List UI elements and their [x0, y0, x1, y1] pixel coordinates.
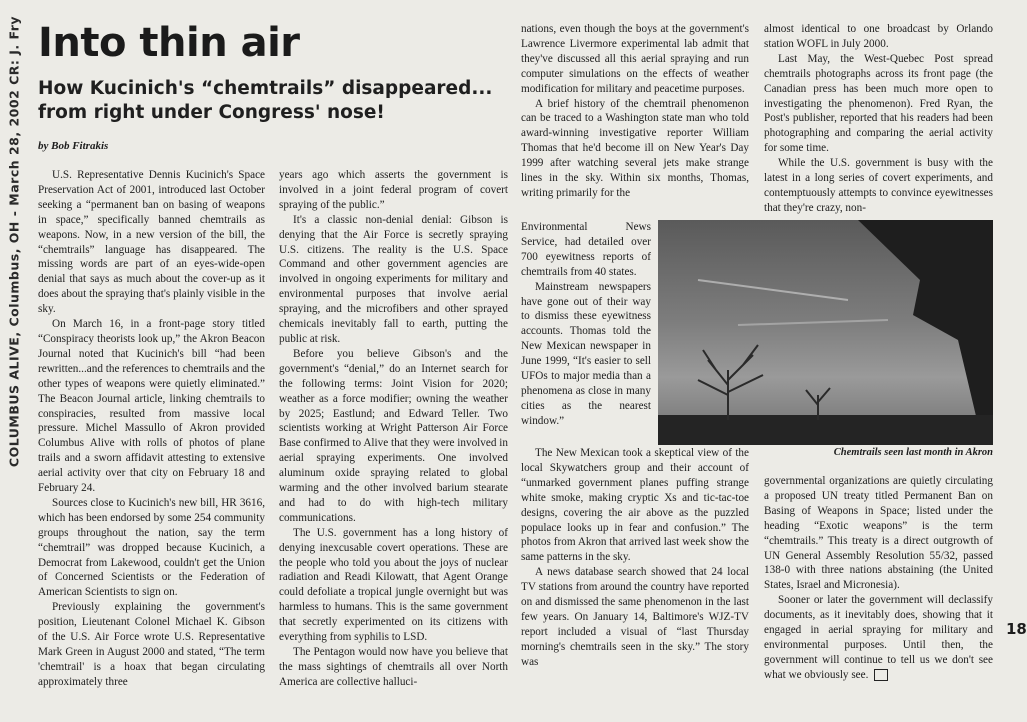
paragraph: A news database search showed that 24 local TV stations from around the country have reported on and dismissed the same phenomenon in the last few years. On January 14, Baltimore's WJZ-TV report included a visual of “last Thursday morning's chemtrails seen in the sky.” The story was	[521, 566, 749, 668]
paragraph: The New Mexican took a skeptical view of the local Skywatchers group and their account of “unmarked government planes puffing strange white smoke, making cryptic Xs and tic-tac-toe designs, covering the air above as the puzzled populace looks up in fear and confusion.” The photos from Akron that arrived last week show the same patterns in the sky.	[521, 447, 749, 564]
paragraph: Environmental News Service, had detailed over 700 eyewitness reports of chemtrails from 40 states.	[521, 221, 651, 278]
sidebar-source-label	[4, 14, 26, 474]
paragraph: Last May, the West-Quebec Post spread chemtrails photographs across its front page (the Canadian press has been much more open to investigating the phenomenon). Fred Ryan, the Post's publisher, reported that his readers had been photographing and comparing the aerial activity for some time.	[764, 52, 993, 155]
paragraph: On March 16, in a front-page story titled “Conspiracy theorists look up,” the Akron Beacon Journal noted that Kucinich's bill “had been rewritten...and the references to chemtrails and the other types of weapons were quietly eliminated.” The Beacon Journal article, linking chemtrails to conspiracies, resulted from massive local pressure. Michel Massullo of Akron provided Columbus Alive with rolls of photos of plane trails and a sworn affidavit attesting to extensive aerial activity over that city on February 18 and February 24.	[38, 318, 265, 495]
column-1	[38, 168, 265, 700]
column-3-bottom	[521, 446, 749, 700]
paragraph: Previously explaining the government's position, Lieutenant Colonel Michael K. Gibson of the U.S. Air Force wrote U.S. Representative Mark Green in August 2000 and stated, “The term 'chemtrail' is a hoax that began circulating approximately three	[38, 601, 265, 688]
photo-illustration	[658, 220, 993, 445]
column-4-bottom	[764, 474, 993, 700]
column-4-top	[764, 22, 993, 217]
byline: by Bob Fitrakis	[38, 140, 109, 152]
source-line: COLUMBUS ALIVE, Columbus, OH - March 28, 2002 CR: J. Fry	[6, 15, 22, 468]
paragraph: It's a classic non-denial denial: Gibson is denying that the Air Force is secretly spraying U.S. citizens. The reality is the U.S. Space Command and other government agencies are involved in ongoing experiments for military and environmental purposes that involve aerial spraying, and the microfibers and other sprayed chemicals inevitably fall to earth, putting the public at risk.	[279, 213, 508, 345]
end-mark-icon	[874, 669, 888, 681]
paragraph-text: Sooner or later the government will declassify documents, as it inevitably does, showing that it engaged in aerial spraying for military and environmental purposes. Until then, the government will continue to tell us we don't see what we obviously see.	[764, 594, 993, 681]
paragraph	[764, 593, 993, 682]
column-2	[279, 168, 508, 700]
headline: Into thin air	[38, 20, 300, 66]
paragraph: U.S. Representative Dennis Kucinich's Space Preservation Act of 2001, introduced last October seeking a “permanent ban on basing of weapons in space,” specifically banned chemtrails as weapons. Now, in a new version of the bill, the “chemtrails” language has disappeared. The missing words are part of an eyes-wide-open denial that says as much about the cover-up as it does about the spraying that's plainly visible in the sky.	[38, 169, 265, 316]
paragraph: While the U.S. government is busy with the latest in a long series of covert experiments, and contemptuously attempts to convince eyewitnesses that they're crazy, non-	[764, 157, 993, 214]
photo-caption: Chemtrails seen last month in Akron	[833, 447, 993, 458]
paragraph: governmental organizations are quietly circulating a proposed UN treaty titled Permanent Ban on Basing of Weapons in Space; listed under the heading “Exotic weapons” is the term “chemtrails.” This treaty is a direct outgrowth of UN General Assembly Resolution 55/32, passed 138-0 with three nations abstaining (the United States, Israel and Micronesia).	[764, 475, 993, 592]
paragraph: years ago which asserts the government is involved in a joint federal program of covert spraying of the public.”	[279, 169, 508, 211]
column-3-top	[521, 22, 749, 217]
paragraph: A brief history of the chemtrail phenomenon can be traced to a Washington state man who told award-winning investigative reporter William Thomas that he'd become ill on New Year's Day 1999 after watching several jets make strange lines in the sky. Within six months, Thomas, writing primarily for the	[521, 97, 749, 199]
paragraph: The Pentagon would now have you believe that the mass sightings of chemtrails all over North America are collective halluci-	[279, 646, 508, 688]
paragraph: nations, even though the boys at the government's Lawrence Livermore experimental lab admit that they've discussed all this aerial spraying and run computer simulations on the effects of weather modification for military and peacetime purposes.	[521, 23, 749, 95]
chemtrail-photo	[658, 220, 993, 445]
paragraph: Before you believe Gibson's and the government's “denial,” do an Internet search for the following terms: Joint Vision for 2020; weather as a force modifier; owning the weather by 2025; Eastlund; and Edward Teller. Two scientists working at Wright Patterson Air Force Base confirmed to Alive that they were involved in aerial spraying experiments. One involved aluminum oxide spraying related to global warming and the other involved barium stearate and had to do with high-tech military communications.	[279, 347, 508, 524]
paragraph: Sources close to Kucinich's new bill, HR 3616, which has been endorsed by some 254 community groups throughout the nation, say the term “chemtrail” was dropped because Kucinich, a Democrat from Lakewood, couldn't get the Union of Concerned Scientists or the Federation of American Scientists to sign on.	[38, 496, 265, 599]
page-number: 18	[1006, 620, 1027, 638]
subheadline: How Kucinich's “chemtrails” disappeared... from right under Congress' nose!	[38, 78, 493, 123]
column-3-narrow	[521, 220, 651, 446]
paragraph: Mainstream newspapers have gone out of their way to dismiss these eyewitness accounts. Thomas told the New Mexican newspaper in June 1999, “It's easier to sell UFOs to major media than a phenomena as close in many cities as the nearest window.”	[521, 280, 651, 427]
paragraph: The U.S. government has a long history of denying inexcusable covert operations. These are the people who told you about the joys of nuclear radiation and Readi Kilowatt, that Agent Orange could defoliate a tropical jungle overnight but was harmless to humans. This is the same government that secretly experimented on its citizens with everything from syphilis to LSD.	[279, 526, 508, 644]
paragraph: almost identical to one broadcast by Orlando station WOFL in July 2000.	[764, 23, 993, 50]
